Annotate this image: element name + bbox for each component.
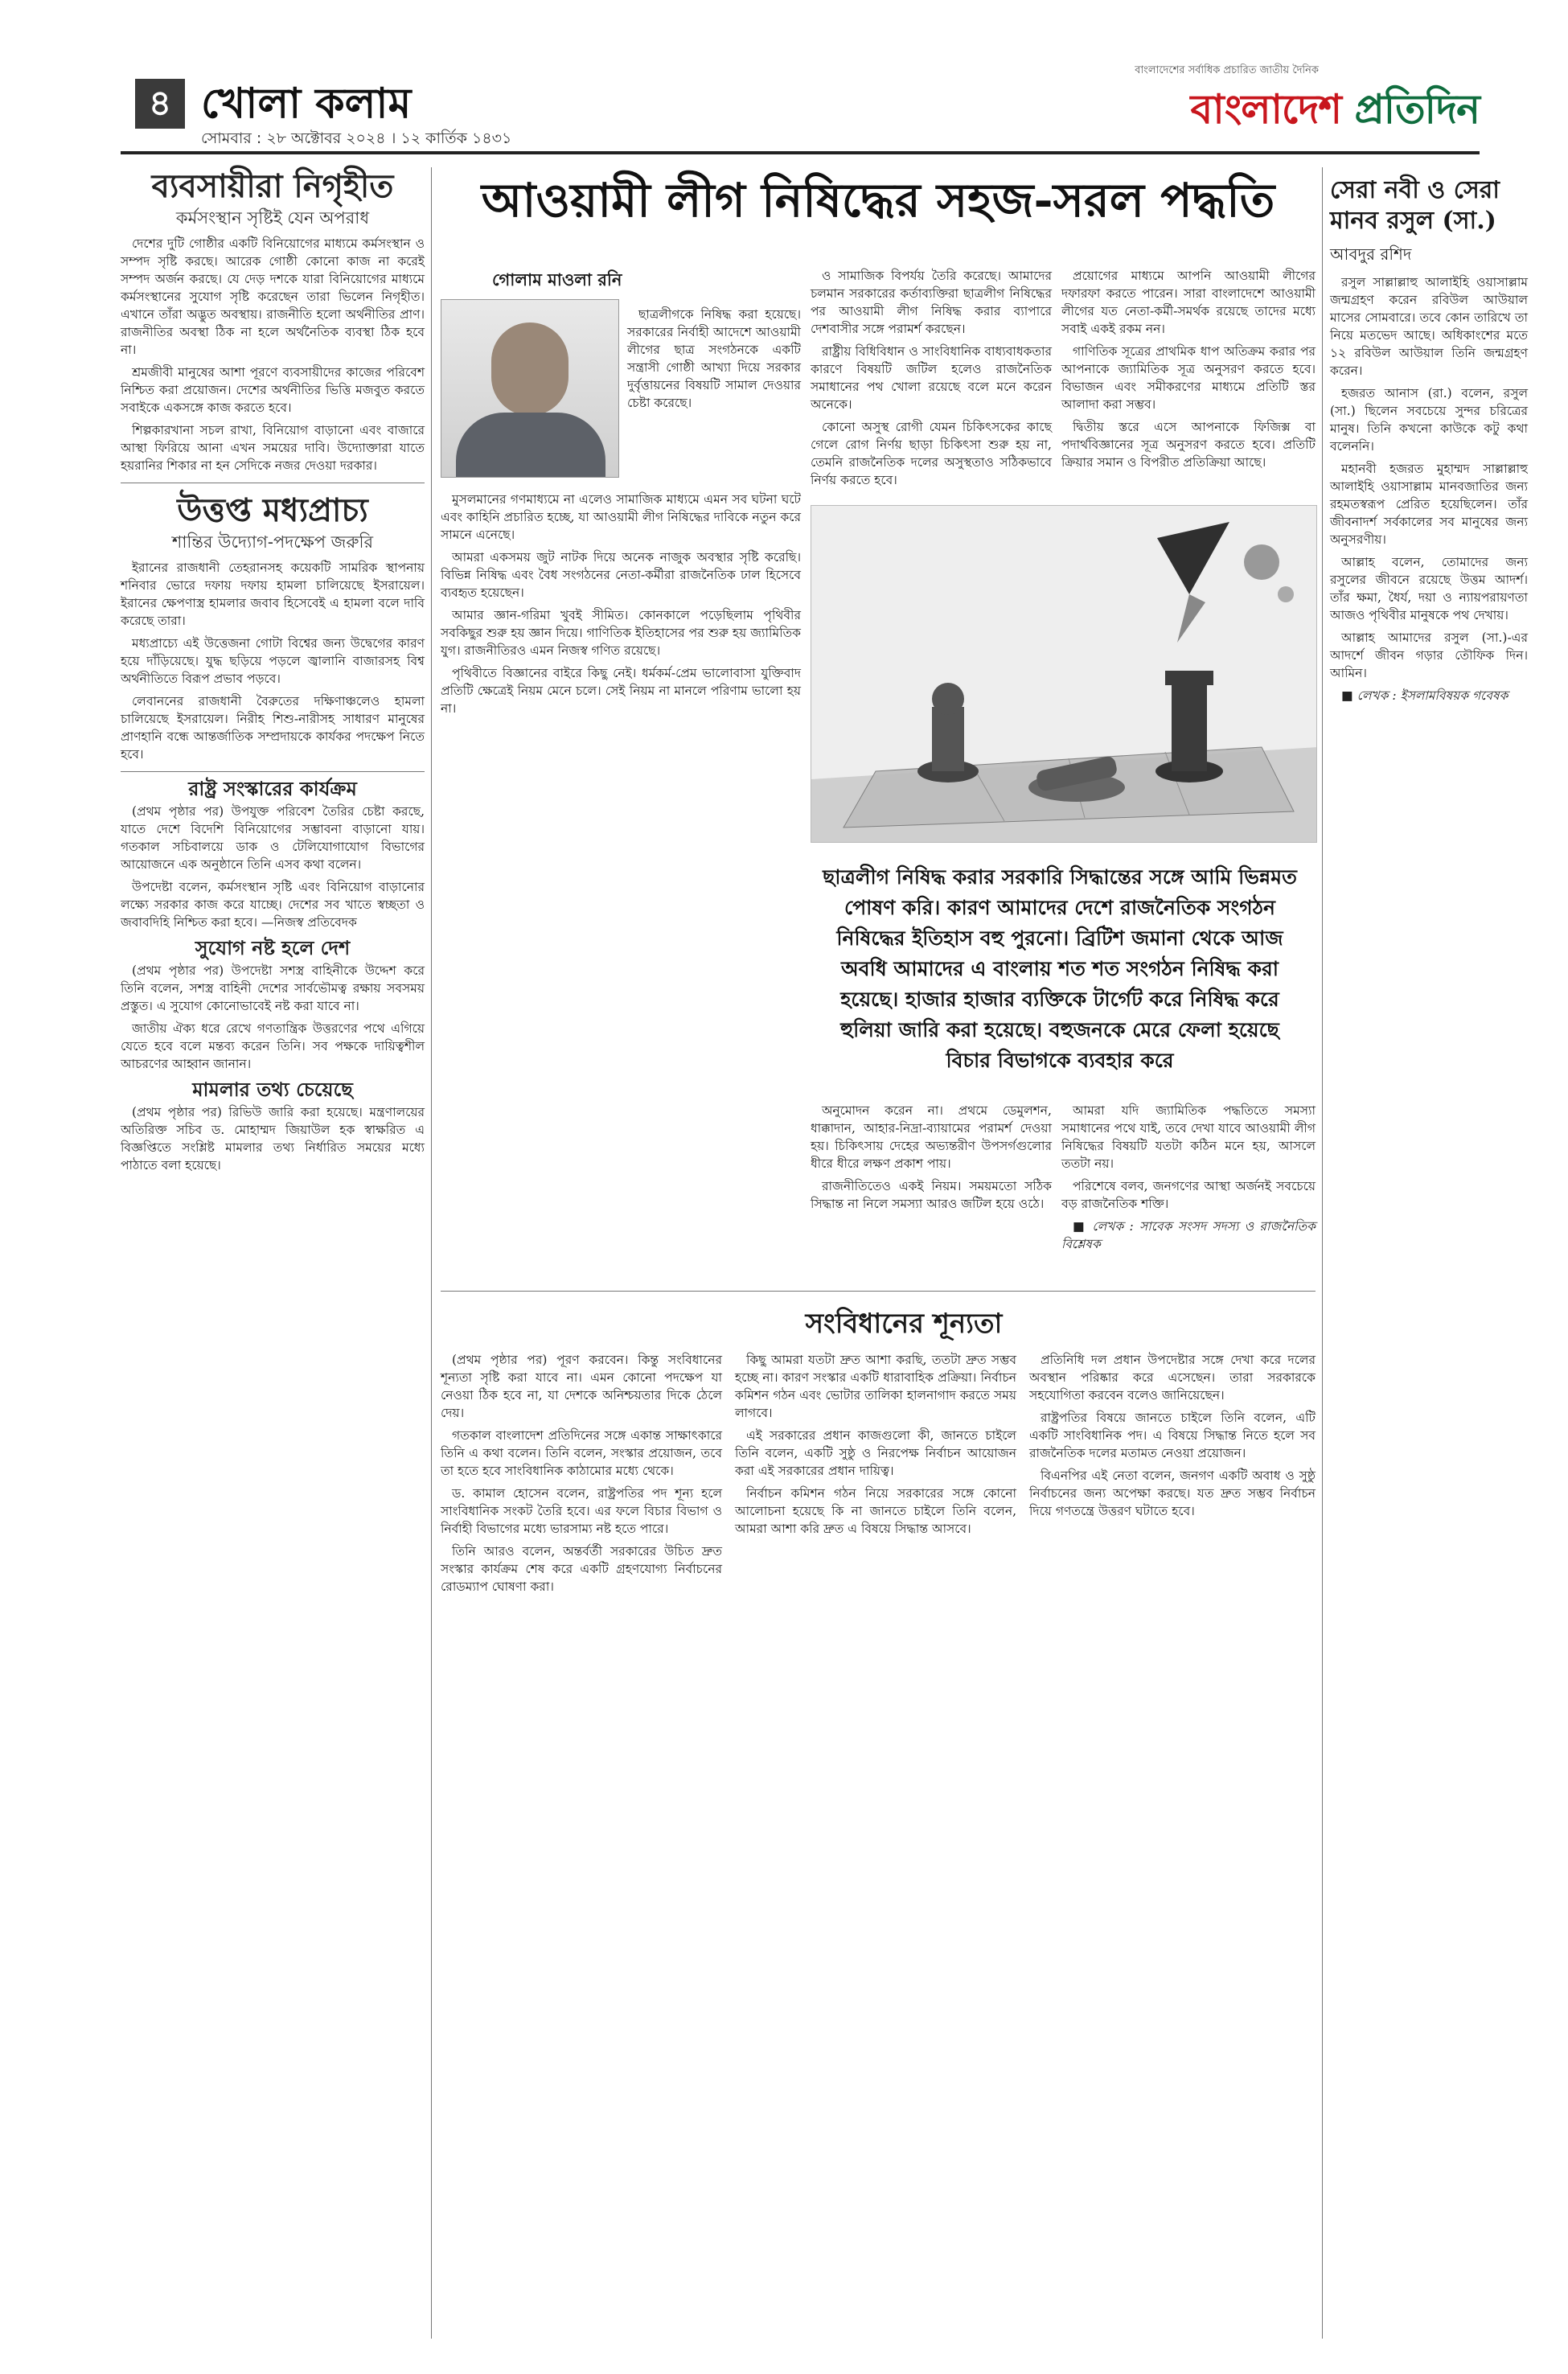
right-paragraph: হজরত আনাস (রা.) বলেন, রসুল (সা.) ছিলেন সবচেয়ে সুন্দর চরিত্রের মানুষ। তিনি কখনো কাউকে কটু কথা বলেননি। <box>1330 386 1528 454</box>
constitution-paragraph: গতকাল বাংলাদেশ প্রতিদিনের সঙ্গে একান্ত সাক্ষাৎকারে তিনি এ কথা বলেন। তিনি বলেন, সংস্কার প্রয়োজন, তবে তা হতে হবে সাংবিধানিক কাঠামোর মধ্যে থেকে। <box>441 1428 722 1478</box>
constitution-paragraph: ড. কামাল হোসেন বলেন, রাষ্ট্রপতির পদ শূন্য হলে সাংবিধানিক সংকট তৈরি হবে। এর ফলে বিচার বিভাগ ও নির্বাহী বিভাগের মধ্যে ভারসাম্য নষ্ট হতে পারে। <box>441 1486 722 1536</box>
lead-paragraph: ও সামাজিক বিপর্যয় তৈরি করেছে। আমাদের চলমান সরকারের কর্তাব্যক্তিরা ছাত্রলীগ নিষিদ্ধের পর আওয়ামী লীগ নিষিদ্ধ করার ব্যাপারে দেশবাসীর সঙ্গে পরামর্শ করছেন। <box>811 269 1052 336</box>
section-divider <box>441 1291 1316 1292</box>
constitution-paragraph: বিএনপির এই নেতা বলেন, জনগণ একটি অবাধ ও সুষ্ঠু নির্বাচনের জন্য অপেক্ষা করছে। যত দ্রুত সম্ভব নির্বাচন দিয়ে গণতন্ত্রে উত্তরণ ঘটাতে হবে। <box>1029 1468 1316 1518</box>
right-column-author: আবদুর রশিদ <box>1330 244 1412 264</box>
lead-paragraph: গাণিতিক সূত্রের প্রাথমিক ধাপ অতিক্রম করার পর আপনাকে জ্যামিতিক সূত্র অনুসরণ করতে হবে। বিভাজন এবং সমীকরণের মাধ্যমে প্রতিটি স্তর আলাদা করা সম্ভব। <box>1061 344 1316 412</box>
masthead-name-part-b: প্রতিদিন <box>1354 86 1480 133</box>
story1-paragraph: শ্রমজীবী মানুষের আশা পূরণে ব্যবসায়ীদের কাজের পরিবেশ নিশ্চিত করা প্রয়োজন। দেশের অর্থনীতির ভিত্তি মজবুত করতে সবাইকে একসঙ্গে কাজ করতে হবে। <box>121 365 425 415</box>
constitution-paragraph: রাষ্ট্রপতির বিষয়ে জানতে চাইলে তিনি বলেন, এটি একটি সাংবিধানিক পদ। এ বিষয়ে সিদ্ধান্ত নিতে হলে সব রাজনৈতিক দলের মতামত নেওয়া প্রয়োজন। <box>1029 1411 1316 1460</box>
masthead-tagline: বাংলাদেশের সর্বাধিক প্রচারিত জাতীয় দৈনিক <box>1135 64 1319 76</box>
section-title: খোলা কলাম <box>201 79 412 128</box>
lead-col3-lower <box>1061 1102 1316 1258</box>
masthead-name-part-a: বাংলাদেশ <box>1190 86 1342 133</box>
lead-paragraph: প্রয়োগের মাধ্যমে আপনি আওয়ামী লীগের দফারফা করতে পারেন। সারা বাংলাদেশে আওয়ামী লীগের যত নেতা-কর্মী-সমর্থক রয়েছে তাদের মধ্যে সবাই একই রকম নন। <box>1061 269 1316 336</box>
page-number: ৪ <box>135 79 185 129</box>
chess-illustration-svg <box>811 506 1317 843</box>
story5-paragraph: (প্রথম পৃষ্ঠার পর) রিভিউ জারি করা হয়েছে। মন্ত্রণালয়ের অতিরিক্ত সচিব ড. মোহাম্মদ জিয়াউল হক স্বাক্ষরিত এ বিজ্ঞপ্তিতে সংশ্লিষ্ট মামলার তথ্য নির্ধারিত সময়ের মধ্যে পাঠাতে বলা হয়েছে। <box>121 1105 425 1173</box>
story3-paragraph: উপদেষ্টা বলেন, কর্মসংস্থান সৃষ্টি এবং বিনিয়োগ বাড়ানোর লক্ষ্যে সরকার কাজ করে যাচ্ছে। দেশের সব খাতে স্বচ্ছতা ও জবাবদিহি নিশ্চিত করা হবে। —নিজস্ব প্রতিবেদক <box>121 880 425 930</box>
lead-author-note: ■ লেখক : সাবেক সংসদ সদস্য ও রাজনৈতিক বিশ্লেষক <box>1061 1219 1316 1251</box>
story-divider <box>121 771 425 772</box>
constitution-col2 <box>735 1351 1016 1542</box>
lead-paragraph: কোনো অসুস্থ রোগী যেমন চিকিৎসকের কাছে গেলে রোগ নির্ণয় ছাড়া চিকিৎসা শুরু হয় না, তেমনি রাজনৈতিক দলের অসুস্থতাও সঠিকভাবে নির্ণয় করতে হবে। <box>811 420 1052 487</box>
lead-paragraph: আমার জ্ঞান-গরিমা খুবই সীমিত। কোনকালে পড়েছিলাম পৃথিবীর সবকিছুর শুরু হয় জ্ঞান দিয়ে। গাণিতিক ইতিহাসের পর শুরু হয় জ্যামিতিক যুগ। রাজনীতিরও এমন নিজস্ব গণিত রয়েছে। <box>441 608 801 658</box>
lead-col1-top <box>627 306 801 417</box>
right-paragraph: আল্লাহ আমাদের রসুল (সা.)-এর আদর্শে জীবন গড়ার তৌফিক দিন। আমিন। <box>1330 630 1528 680</box>
lead-paragraph: ছাত্রলীগকে নিষিদ্ধ করা হয়েছে। সরকারের নির্বাহী আদেশে আওয়ামী লীগের ছাত্র সংগঠনকে একটি সন্ত্রাসী গোষ্ঠী আখ্যা দিয়ে সরকার দুর্বৃত্তায়নের বিষয়টি সামাল দেওয়ার চেষ্টা করেছে। <box>627 307 801 410</box>
right-paragraph: আল্লাহ বলেন, তোমাদের জন্য রসুলের জীবনে রয়েছে উত্তম আদর্শ। তাঁর ক্ষমা, ধৈর্য, দয়া ও ন্যায়পরায়ণতা আজও পৃথিবীর মানুষকে পথ দেখায়। <box>1330 555 1528 622</box>
masthead <box>1135 63 1480 146</box>
right-paragraph: রসুল সাল্লাল্লাহু আলাইহি ওয়াসাল্লাম জন্মগ্রহণ করেন রবিউল আউয়াল মাসের সোমবারে। তবে কোন তারিখে তা নিয়ে মতভেদ আছে। অধিকাংশের মতে ১২ রবিউল আউয়াল তিনি জন্মগ্রহণ করেন। <box>1330 275 1528 378</box>
story2-paragraph: লেবাননের রাজধানী বৈরুতের দক্ষিণাঞ্চলেও হামলা চালিয়েছে ইসরায়েল। নিরীহ শিশু-নারীসহ সাধারণ মানুষের প্রাণহানি বন্ধে আন্তর্জাতিক সম্প্রদায়কে কার্যকর পদক্ষেপ নিতে হবে। <box>121 694 425 762</box>
story2-subtitle: শান্তির উদ্যোগ-পদক্ষেপ জরুরি <box>171 532 374 552</box>
lead-paragraph: রাজনীতিতেও একই নিয়ম। সময়মতো সঠিক সিদ্ধান্ত না নিলে সমস্যা আরও জটিল হয়ে ওঠে। <box>811 1179 1052 1211</box>
story2-paragraph: মধ্যপ্রাচ্যে এই উত্তেজনা গোটা বিশ্বের জন্য উদ্বেগের কারণ হয়ে দাঁড়িয়েছে। যুদ্ধ ছড়িয়ে পড়লে জ্বালানি বাজারসহ বিশ্ব অর্থনীতিতে বিরূপ প্রভাব পড়বে। <box>121 636 425 686</box>
story2-title: উত্তপ্ত মধ্যপ্রাচ্য <box>177 491 368 529</box>
lead-paragraph: পরিশেষে বলব, জনগণের আস্থা অর্জনই সবচেয়ে বড় রাজনৈতিক শক্তি। <box>1061 1179 1316 1211</box>
lead-paragraph: আমরা যদি জ্যামিতিক পদ্ধতিতে সমস্যা সমাধানের পথে যাই, তবে দেখা যাবে আওয়ামী লীগ নিষিদ্ধের বিষয়টি যতটা কঠিন মনে হয়, আসলে ততটা নয়। <box>1061 1103 1316 1171</box>
constitution-headline: সংবিধানের শূন্যতা <box>805 1308 1003 1340</box>
story4-paragraph: (প্রথম পৃষ্ঠার পর) উপদেষ্টা সশস্ত্র বাহিনীকে উদ্দেশ করে তিনি বলেন, সশস্ত্র বাহিনী দেশের সার্বভৌমত্ব রক্ষায় সবসময় প্রস্তুত। এ সুযোগ কোনোভাবেই নষ্ট করা যাবে না। <box>121 963 425 1013</box>
lead-col1 <box>441 491 801 722</box>
lead-col3 <box>1061 267 1316 476</box>
story4-title: সুযোগ নষ্ট হলে দেশ <box>195 936 351 959</box>
lead-paragraph: আমরা একসময় জুট নাটক দিয়ে অনেক নাজুক অবস্থার সৃষ্টি করেছি। বিভিন্ন নিষিদ্ধ এবং বৈধ সংগঠনের নেতা-কর্মীরা রাজনৈতিক ঢাল হিসেবে ব্যবহৃত হয়েছেন। <box>441 550 801 600</box>
column-divider <box>1322 167 1323 2339</box>
masthead-logo <box>1135 80 1480 146</box>
story1-title: ব্যবসায়ীরা নিগৃহীত <box>151 167 394 205</box>
right-column-title: সেরা নবী ও সেরা মানব রসুল (সা.) <box>1330 176 1500 235</box>
story5-title: মামলার তথ্য চেয়েছে <box>192 1078 353 1101</box>
lead-headline: আওয়ামী লীগ নিষিদ্ধের সহজ-সরল পদ্ধতি <box>481 173 1275 228</box>
constitution-paragraph: প্রতিনিধি দল প্রধান উপদেষ্টার সঙ্গে দেখা করে দলের অবস্থান পরিষ্কার করে এসেছেন। তারা সরকারকে সহযোগিতা করবেন বলেও জানিয়েছেন। <box>1029 1353 1316 1403</box>
pull-quote: ছাত্রলীগ নিষিদ্ধ করার সরকারি সিদ্ধান্তের সঙ্গে আমি ভিন্নমত পোষণ করি। কারণ আমাদের দেশে রাজনৈতিক সংগঠন নিষিদ্ধের ইতিহাস বহু পুরনো। ব্রিটিশ জমানা থেকে আজ অবধি আমাদের এ বাংলায় শত শত সংগঠন নিষিদ্ধ করা হয়েছে। হাজার হাজার ব্যক্তিকে টার্গেট করে নিষিদ্ধ করে হুলিয়া জারি করা হয়েছে। বহুজনকে মেরে ফেলা হয়েছে বিচার বিভাগকে ব্যবহার করে <box>823 865 1297 1072</box>
story3-paragraph: (প্রথম পৃষ্ঠার পর) উপযুক্ত পরিবেশ তৈরির চেষ্টা করছে, যাতে দেশে বিদেশি বিনিয়োগের সম্ভাবনা বাড়ানো যায়। গতকাল সচিবালয়ে ডাক ও টেলিযোগাযোগ বিভাগের আয়োজনে এক অনুষ্ঠানে তিনি এসব কথা বলেন। <box>121 804 425 872</box>
constitution-paragraph: নির্বাচন কমিশন গঠন নিয়ে সরকারের সঙ্গে কোনো আলোচনা হয়েছে কি না জানতে চাইলে তিনি বলেন, আমরা আশা করি দ্রুত এ বিষয়ে সিদ্ধান্ত আসবে। <box>735 1486 1016 1536</box>
story2-paragraph: ইরানের রাজধানী তেহরানসহ কয়েকটি সামরিক স্থাপনায় শনিবার ভোরে দফায় দফায় হামলা চালিয়েছে ইসরায়েল। ইরানের ক্ষেপণাস্ত্র হামলার জবাব হিসেবেই এ হামলা বলে দাবি করেছে তারা। <box>121 561 425 628</box>
column-divider <box>431 167 432 2339</box>
constitution-paragraph: তিনি আরও বলেন, অন্তর্বর্তী সরকারের উচিত দ্রুত সংস্কার কার্যক্রম শেষ করে একটি গ্রহণযোগ্য নির্বাচনের রোডম্যাপ ঘোষণা করা। <box>441 1544 722 1594</box>
author-photo-head <box>491 322 569 416</box>
constitution-paragraph: (প্রথম পৃষ্ঠার পর) পূরণ করবেন। কিন্তু সংবিধানের শূন্যতা সৃষ্টি করা যাবে না। এমন কোনো পদক্ষেপ যা নেওয়া ঠিক হবে না, যা দেশকে অনিশ্চয়তার দিকে ঠেলে দেয়। <box>441 1353 722 1420</box>
chess-illustration <box>811 505 1317 843</box>
lead-paragraph: পৃথিবীতে বিজ্ঞানের বাইরে কিছু নেই। ধর্মকর্ম-প্রেম ভালোবাসা যুক্তিবাদ প্রতিটি ক্ষেত্রেই নিয়ম মেনে চলে। সেই নিয়ম না মানলে পরিণাম ভালো হয় না। <box>441 666 801 716</box>
constitution-paragraph: এই সরকারের প্রধান কাজগুলো কী, জানতে চাইলে তিনি বলেন, একটি সুষ্ঠু ও নিরপেক্ষ নির্বাচন আয়োজন করা এই সরকারের প্রধান দায়িত্ব। <box>735 1428 1016 1478</box>
lead-col2-lower <box>811 1102 1052 1218</box>
header-divider <box>121 151 1480 154</box>
lead-byline: গোলাম মাওলা রনি <box>492 270 622 290</box>
lead-col2 <box>811 267 1052 494</box>
lead-paragraph: মুসলমানের গণমাধ্যমে না এলেও সামাজিক মাধ্যমে এমন সব ঘটনা ঘটে এবং কাহিনি প্রচারিত হচ্ছে, যা আওয়ামী লীগ নিষিদ্ধের দাবিকে নতুন করে সামনে এনেছে। <box>441 492 801 542</box>
author-photo-body <box>456 413 605 478</box>
constitution-paragraph: কিছু আমরা যতটা দ্রুত আশা করছি, ততটা দ্রুত সম্ভব হচ্ছে না। কারণ সংস্কার একটি ধারাবাহিক প্রক্রিয়া। নির্বাচন কমিশন গঠন এবং ভোটার তালিকা হালনাগাদ করতে সময় লাগবে। <box>735 1353 1016 1420</box>
constitution-col1 <box>441 1351 722 1600</box>
lead-paragraph: অনুমোদন করেন না। প্রথমে ডেমুলশন, ধাক্কাদান, আহার-নিদ্রা-ব্যায়ামের পরামর্শ দেওয়া হয়। চিকিৎসায় দেহের অভ্যন্তরীণ উপসর্গগুলোর ধীরে ধীরে লক্ষণ প্রকাশ পায়। <box>811 1103 1052 1171</box>
author-photo <box>441 299 619 478</box>
lead-paragraph: দ্বিতীয় স্তরে এসে আপনাকে ফিজিক্স বা পদার্থবিজ্ঞানের সূত্র অনুসরণ করতে হবে। প্রতিটি ক্রিয়ার সমান ও বিপরীত প্রতিক্রিয়া আছে। <box>1061 420 1316 470</box>
story4-paragraph: জাতীয় ঐক্য ধরে রেখে গণতান্ত্রিক উত্তরণের পথে এগিয়ে যেতে হবে বলে মন্তব্য করেন তিনি। সব পক্ষকে দায়িত্বশীল আচরণের আহ্বান জানান। <box>121 1021 425 1071</box>
constitution-col3 <box>1029 1351 1316 1525</box>
story3-title: রাষ্ট্র সংস্কারের কার্যক্রম <box>188 777 357 800</box>
page-header <box>121 48 1480 149</box>
lead-paragraph: রাষ্ট্রীয় বিধিবিধান ও সাংবিধানিক বাধ্যবাধকতার কারণে বিষয়টি জটিল হলেও রাজনৈতিক সমাধানের পথ খোলা রয়েছে বলে মনে করেন অনেকে। <box>811 344 1052 412</box>
story1-subtitle: কর্মসংস্থান সৃষ্টিই যেন অপরাধ <box>175 208 370 228</box>
right-author-note: ■ লেখক : ইসলামবিষয়ক গবেষক <box>1341 688 1508 703</box>
story1-paragraph: দেশের দুটি গোষ্ঠীর একটি বিনিয়োগের মাধ্যমে কর্মসংস্থান ও সম্পদ সৃষ্টি করছে। আরেক গোষ্ঠী কোনো কাজ না করেই সম্পদ অর্জন করছে। যে দেড় দশকে যারা বিনিয়োগের মাধ্যমে কর্মসংস্থানের সুযোগ সৃষ্টি করেছেন তারা ভিলেন নিগৃহীত। এখানে তাঁরা অদ্ভুত অবস্থায়। রাজনীতি হলো অর্থনীতির প্রাণ। রাজনীতির অবস্থা ঠিক না হলে অর্থনৈতিক ব্যবস্থা ঠিক হবে না। <box>121 236 425 357</box>
story1-paragraph: শিল্পকারখানা সচল রাখা, বিনিয়োগ বাড়ানো এবং বাজারে আস্থা ফিরিয়ে আনা এখন সময়ের দাবি। উদ্যোক্তারা যাতে হয়রানির শিকার না হন সেদিকে নজর দেওয়া দরকার। <box>121 423 425 473</box>
left-column <box>121 167 425 1179</box>
right-paragraph: মহানবী হজরত মুহাম্মদ সাল্লাল্লাহু আলাইহি ওয়াসাল্লাম মানবজাতির জন্য রহমতস্বরূপ প্রেরিত হয়েছিলেন। তাঁর জীবনাদর্শ সর্বকালের সব মানুষের জন্য অনুসরণীয়। <box>1330 462 1528 547</box>
lead-col1-spacer <box>441 299 619 307</box>
dateline: সোমবার : ২৮ অক্টোবর ২০২৪ । ১২ কার্তিক ১৪৩১ <box>201 129 512 147</box>
right-column <box>1330 273 1528 709</box>
